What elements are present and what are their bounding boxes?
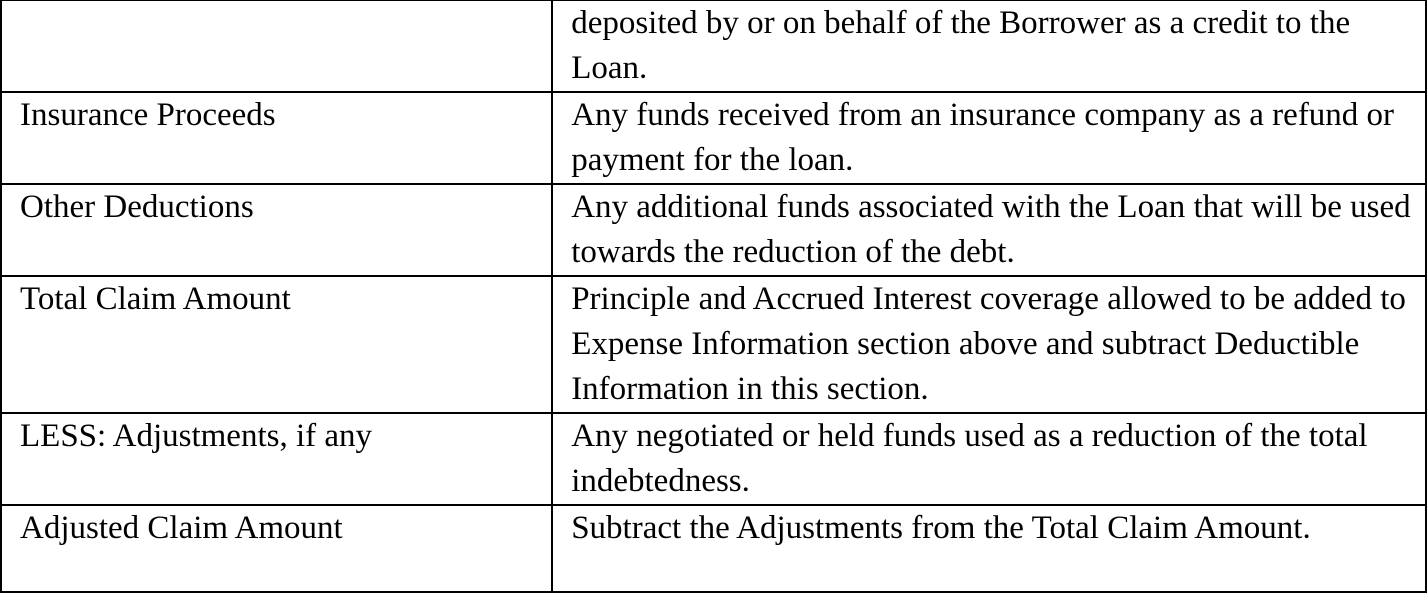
term-cell: Insurance Proceeds bbox=[1, 92, 552, 184]
description-cell: Any funds received from an insurance company as a refund or payment for the loan. bbox=[552, 92, 1426, 184]
description-cell: Any negotiated or held funds used as a reduction of the total indebtedness. bbox=[552, 413, 1426, 505]
description-cell: Subtract the Adjustments from the Total Claim Amount. bbox=[552, 505, 1426, 592]
description-cell: Any additional funds associated with the Loan that will be used towards the reduction of the debt. bbox=[552, 184, 1426, 276]
term-cell: LESS: Adjustments, if any bbox=[1, 413, 552, 505]
table-row bbox=[1, 276, 1426, 413]
term-cell: Total Claim Amount bbox=[1, 276, 552, 413]
table-row bbox=[1, 184, 1426, 276]
term-cell bbox=[1, 1, 552, 93]
table-row bbox=[1, 1, 1426, 93]
table-row bbox=[1, 413, 1426, 505]
term-cell: Adjusted Claim Amount bbox=[1, 505, 552, 592]
description-cell: deposited by or on behalf of the Borrower as a credit to the Loan. bbox=[552, 1, 1426, 93]
term-cell: Other Deductions bbox=[1, 184, 552, 276]
table-row bbox=[1, 92, 1426, 184]
table-row bbox=[1, 505, 1426, 592]
description-cell: Principle and Accrued Interest coverage allowed to be added to Expense Information section above and subtract Deductible Information in this section. bbox=[552, 276, 1426, 413]
